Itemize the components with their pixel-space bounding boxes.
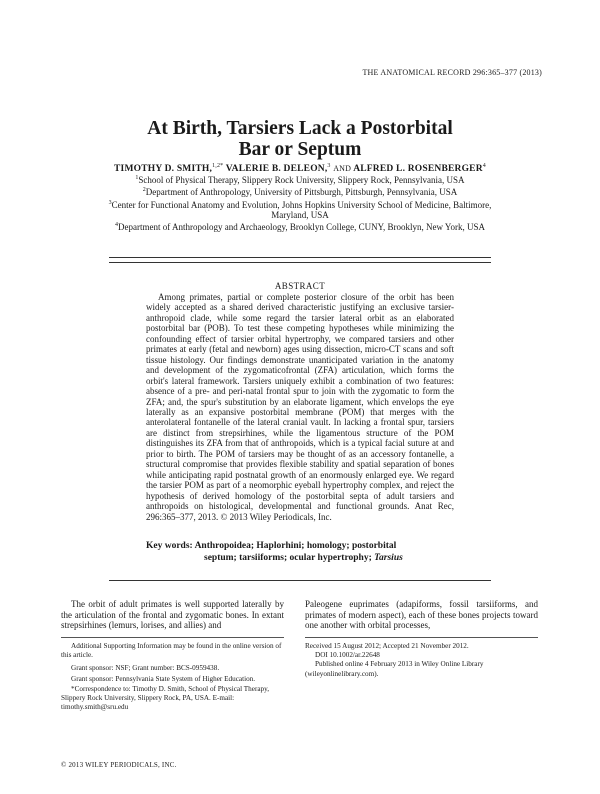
- body-column-left: The orbit of adult primates is well supported laterally by the articulation of the frontal and zygomatic bones. In extant strepsirhines (lemurs, lorises, and allies) and: [61, 599, 284, 630]
- body-column-right: Paleogene euprimates (adapiforms, fossil tarsiiforms, and primates of modern aspect), each of these bones projects toward one another with orbital processes,: [305, 599, 538, 630]
- affil-text: Department of Anthropology and Archaeology, Brooklyn College, CUNY, Brooklyn, New York, USA: [118, 222, 485, 233]
- footnote-correspondence: *Correspondence to: Timothy D. Smith, School of Physical Therapy, Slippery Rock University, Slippery Rock, PA, USA. E-mail: timothy.smith@sru.edu: [61, 684, 270, 712]
- footnote-dates: Received 15 August 2012; Accepted 21 November 2012.: [305, 642, 469, 650]
- author-affil-marker: 3: [327, 163, 331, 169]
- footnote-divider: [305, 637, 538, 638]
- copyright: © 2013 WILEY PERIODICALS, INC.: [61, 761, 177, 769]
- affiliation: [100, 185, 500, 197]
- header-divider: [109, 257, 491, 258]
- running-head: THE ANATOMICAL RECORD 296:365–377 (2013): [362, 68, 542, 77]
- author-name: ALFRED L. ROSENBERGER: [353, 164, 483, 175]
- affil-number: 4: [115, 222, 118, 229]
- author-affil-marker: 4: [482, 163, 486, 169]
- footnote-divider: [61, 637, 284, 638]
- affil-text: Center for Functional Anatomy and Evolution, Johns Hopkins University School of Medicine, Baltimore, Maryland, USA: [111, 199, 492, 220]
- affiliation: [100, 220, 500, 232]
- paper-title-line-2: Bar or Septum: [238, 139, 362, 160]
- affil-number: 2: [142, 187, 146, 194]
- affil-number: 1: [135, 175, 139, 181]
- keywords-line-2: [146, 552, 454, 564]
- affiliation: [100, 198, 500, 221]
- abstract-heading: ABSTRACT: [274, 281, 326, 291]
- affil-text: Department of Anthropology, University of Pittsburgh, Pittsburgh, Pennsylvania, USA: [145, 187, 458, 198]
- author-affil-marker: 1,2*: [212, 163, 224, 169]
- affil-text: School of Physical Therapy, Slippery Rock University, Slippery Rock, Pennsylvania, USA: [138, 175, 465, 185]
- author-conjunction: AND: [333, 164, 352, 174]
- keywords: [146, 540, 454, 564]
- footnote-supporting-info: Additional Supporting Information may be found in the online version of this article.: [61, 642, 282, 660]
- footnote-grant: Grant sponsor: NSF; Grant number: BCS-0959438.: [71, 664, 220, 673]
- affil-number: 3: [108, 199, 112, 206]
- paper-title: [0, 118, 600, 160]
- footnote-published: Published online 4 February 2013 in Wiley Online Library (wileyonlinelibrary.com).: [305, 660, 484, 678]
- header-divider: [109, 262, 491, 263]
- paper-title-line-1: At Birth, Tarsiers Lack a Postorbital: [147, 118, 453, 139]
- footnotes-left: [61, 642, 284, 716]
- keywords-line-2-text: septum; tarsiiforms; ocular hypertrophy;: [204, 553, 372, 563]
- affiliations: [100, 173, 500, 232]
- footnote-doi: DOI 10.1002/ar.22648: [315, 651, 380, 660]
- footnote-grant: Grant sponsor: Pennsylvania State System of Higher Education.: [71, 674, 256, 683]
- keywords-genus: Tarsius: [374, 553, 403, 563]
- author-name: TIMOTHY D. SMITH,: [114, 164, 213, 175]
- keywords-label: Key words:: [146, 541, 193, 551]
- affiliation: [100, 173, 500, 185]
- author-name: VALERIE B. DELEON,: [225, 164, 328, 175]
- abstract-divider: [109, 580, 491, 581]
- keywords-line-1: Anthropoidea; Haplorhini; homology; postorbital: [194, 541, 397, 551]
- abstract-body: Among primates, partial or complete posterior closure of the orbit has been widely accepted as a shared derived characteristic justifying an exclusive tarsier-anthropoid clade, while some regard the tarsier lateral orbit as an elaborated postorbital bar (POB). To test these competing hypotheses while minimizing the confounding effect of tarsier orbital hypertrophy, we compared tarsiers and other primates at early (fetal and newborn) ages using dissection, micro-CT scans and soft tissue histology. Our findings demonstrate unanticipated variation in the anatomy and development of the zygomaticofrontal (ZFA) articulation, which forms the orbit's lateral framework. Tarsiers uniquely exhibit a combination of two features: absence of a pre- and peri-natal frontal spur to join with the zygomatic to form the ZFA; and, the spur's substitution by an elaborate ligament, which envelops the eye laterally as an expansive postorbital membrane (POM) that merges with the anterolateral fontanelle of the lateral cranial vault. In lacking a frontal spur, tarsiers are distinct from strepsirhines, while the ligamentous structure of the POM distinguishes its ZFA from that of anthropoids, which is a typical facial suture at and prior to birth. The POM of tarsiers may be thought of as an accessory fontanelle, a structural compromise that provides flexible stability and spatial separation of bones while anticipating rapid postnatal growth of an enormously enlarged eye. We regard the tarsier POM as part of a neomorphic eyeball hypertrophy complex, and reject the hypothesis of derived homology of the postorbital septa of adult tarsiers and anthropoids on histological, developmental and functional grounds. Anat Rec, 296:365–377, 2013. © 2013 Wiley Periodicals, Inc.: [146, 292, 454, 522]
- footnotes-right: [305, 642, 538, 679]
